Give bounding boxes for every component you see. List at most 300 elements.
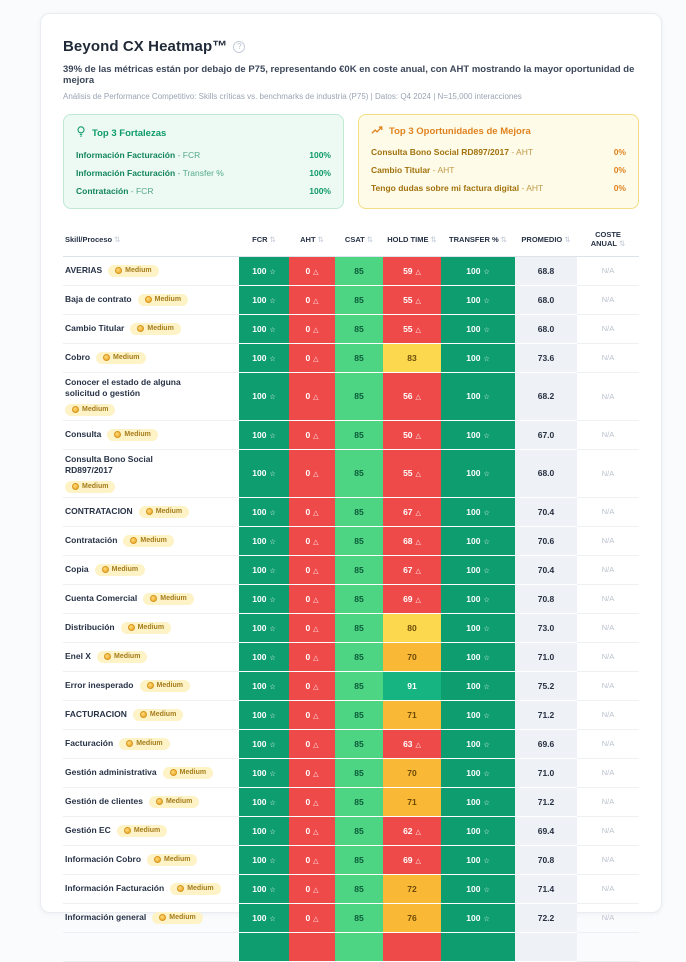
cell-value: 75.2: [537, 680, 555, 691]
warning-icon: △: [415, 828, 421, 836]
coste-anual-cell: N/A: [577, 314, 639, 343]
fcr-cell: [239, 874, 289, 903]
cell-value: 0: [305, 323, 311, 334]
cell-value: 0: [305, 564, 311, 575]
cell-value: 69.4: [537, 825, 555, 836]
cell-value: 56: [403, 391, 413, 402]
item-metric: - AHT: [511, 147, 534, 157]
table-row[interactable]: [63, 285, 639, 314]
skill-cell: [63, 903, 239, 932]
aht-cell: [289, 584, 335, 613]
fcr-cell: [239, 343, 289, 372]
hold-time-cell: [383, 903, 441, 932]
promedio-cell: [515, 613, 577, 642]
promedio-cell: [515, 372, 577, 420]
opportunities-item: [371, 183, 626, 193]
fcr-cell: [239, 526, 289, 555]
cell-value: 0: [305, 854, 311, 865]
star-icon: ☆: [483, 268, 490, 276]
aht-cell: [289, 758, 335, 787]
table-row[interactable]: [63, 845, 639, 874]
skill-name: Información Cobro: [65, 853, 142, 864]
priority-badge: [121, 622, 171, 634]
cell-value: 100: [252, 622, 267, 633]
hold-time-cell: [383, 845, 441, 874]
transfer-cell: [441, 314, 515, 343]
priority-badge: [65, 481, 115, 493]
fcr-cell: [239, 613, 289, 642]
cell-value: 100: [252, 468, 267, 479]
coste-anual-cell: N/A: [577, 497, 639, 526]
badge-label: Medium: [164, 856, 191, 864]
skill-name: Copia: [65, 563, 89, 574]
table-row[interactable]: [63, 816, 639, 845]
aht-cell: [289, 285, 335, 314]
cell-value: 100: [466, 391, 481, 402]
table-row[interactable]: [63, 700, 639, 729]
fcr-cell: [239, 642, 289, 671]
table-row[interactable]: [63, 758, 639, 787]
csat-cell: [335, 816, 383, 845]
cell-value: 72.2: [537, 912, 555, 923]
cell-value: 85: [354, 796, 364, 807]
strengths-item: [76, 168, 331, 178]
star-icon: ☆: [269, 915, 276, 923]
item-value: 0%: [613, 183, 626, 193]
cell-value: 67.0: [537, 429, 555, 440]
star-icon: ☆: [269, 394, 276, 402]
skill-name: Información general: [65, 911, 147, 922]
badge-label: Medium: [169, 914, 196, 922]
coste-anual-cell: N/A: [577, 903, 639, 932]
priority-badge: [149, 796, 199, 808]
cell-value: 100: [252, 294, 267, 305]
star-icon: ☆: [483, 915, 490, 923]
warning-icon: △: [313, 741, 319, 749]
table-row[interactable]: [63, 555, 639, 584]
skill-cell: [63, 555, 239, 584]
cell-value: 0: [305, 883, 311, 894]
hold-time-cell: [383, 256, 441, 285]
cell-value: 100: [252, 265, 267, 276]
cell-value: 85: [354, 825, 364, 836]
cell-value: 85: [354, 265, 364, 276]
promedio-cell: [515, 758, 577, 787]
promedio-cell: [515, 555, 577, 584]
table-row[interactable]: [63, 729, 639, 758]
sort-icon: ⇅: [500, 234, 507, 244]
cell-value: 100: [252, 391, 267, 402]
cell-value: 100: [252, 883, 267, 894]
csat-cell: [335, 874, 383, 903]
table-row[interactable]: [63, 449, 639, 497]
item-value: 100%: [309, 150, 331, 160]
star-icon: ☆: [269, 432, 276, 440]
hold-time-cell: [383, 700, 441, 729]
badge-label: Medium: [156, 682, 183, 690]
cell-value: 85: [354, 680, 364, 691]
table-row[interactable]: [63, 420, 639, 449]
cell-value: 100: [252, 767, 267, 778]
table-row[interactable]: [63, 642, 639, 671]
priority-badge: [97, 651, 147, 663]
skill-cell: [63, 613, 239, 642]
column-header-transfer[interactable]: TRANSFER % ⇅: [441, 223, 515, 256]
sort-icon: ⇅: [269, 234, 276, 244]
help-icon[interactable]: ?: [233, 41, 245, 53]
csat-cell: [335, 642, 383, 671]
medal-icon: [159, 914, 166, 921]
cell-value: 50: [403, 429, 413, 440]
column-header-skill[interactable]: Skill/Proceso ⇅: [63, 223, 239, 256]
star-icon: ☆: [269, 471, 276, 479]
strengths-item: [76, 186, 331, 196]
medal-icon: [170, 769, 177, 776]
skill-name: Gestión de clientes: [65, 795, 143, 806]
warning-icon: △: [313, 857, 319, 865]
star-icon: ☆: [269, 828, 276, 836]
badge-label: Medium: [111, 566, 139, 574]
table-body: [63, 256, 639, 961]
table-row-partial[interactable]: [63, 932, 639, 961]
cell-value: 85: [354, 352, 364, 363]
warning-icon: △: [415, 326, 421, 334]
star-icon: ☆: [269, 509, 276, 517]
medal-icon: [145, 296, 152, 303]
cell-value: 0: [305, 294, 311, 305]
medal-icon: [150, 595, 157, 602]
item-skill: Tengo dudas sobre mi factura digital: [371, 183, 520, 193]
coste-anual-cell: N/A: [577, 613, 639, 642]
medal-icon: [137, 325, 144, 332]
cell-value: 0: [305, 738, 311, 749]
strengths-panel: [63, 114, 344, 209]
medal-icon: [147, 682, 154, 689]
warning-icon: △: [415, 268, 421, 276]
cell-value: 85: [354, 468, 364, 479]
transfer-cell: [441, 497, 515, 526]
fcr-cell: [239, 700, 289, 729]
cell-value: 85: [354, 506, 364, 517]
coste-anual-cell: N/A: [577, 343, 639, 372]
cell-value: 100: [466, 912, 481, 923]
star-icon: ☆: [269, 268, 276, 276]
aht-cell: [289, 526, 335, 555]
priority-badge: [138, 294, 188, 306]
skill-name: Contratación: [65, 534, 118, 545]
warning-icon: △: [415, 509, 421, 517]
fcr-cell: [239, 903, 289, 932]
star-icon: ☆: [269, 297, 276, 305]
table-row[interactable]: [63, 613, 639, 642]
cell-value: 0: [305, 468, 311, 479]
aht-cell: [289, 816, 335, 845]
priority-badge: [133, 709, 183, 721]
aht-cell: [289, 874, 335, 903]
hold-time-cell: [383, 526, 441, 555]
skill-cell: [63, 285, 239, 314]
medal-icon: [104, 653, 111, 660]
star-icon: ☆: [483, 741, 490, 749]
aht-cell: [289, 314, 335, 343]
cell-value: 55: [403, 468, 413, 479]
badge-label: Medium: [147, 325, 174, 333]
warning-icon: △: [415, 394, 421, 402]
partial-cell: [441, 932, 515, 961]
cell-value: 83: [407, 352, 417, 363]
warning-icon: △: [313, 596, 319, 604]
priority-badge: [139, 506, 189, 518]
coste-anual-cell: N/A: [577, 555, 639, 584]
column-header-coste-anual[interactable]: COSTE ANUAL ⇅: [577, 223, 639, 256]
transfer-cell: [441, 555, 515, 584]
cell-value: 69.6: [537, 738, 555, 749]
cell-value: 0: [305, 680, 311, 691]
fcr-cell: [239, 497, 289, 526]
item-metric: - Transfer %: [177, 168, 224, 178]
skill-name: Error inesperado: [65, 679, 134, 690]
aht-cell: [289, 613, 335, 642]
cell-value: 68.8: [537, 265, 555, 276]
hold-time-cell: [383, 497, 441, 526]
promedio-cell: [515, 584, 577, 613]
cell-value: 67: [403, 564, 413, 575]
cell-value: 71: [407, 796, 417, 807]
coste-anual-cell: N/A: [577, 420, 639, 449]
warning-icon: △: [313, 326, 319, 334]
opportunities-title: Top 3 Oportunidades de Mejora: [389, 126, 531, 137]
star-icon: ☆: [269, 538, 276, 546]
badge-label: Medium: [82, 483, 109, 491]
skill-name: FACTURACION: [65, 708, 127, 719]
warning-icon: △: [313, 394, 319, 402]
csat-cell: [335, 613, 383, 642]
cell-value: 100: [466, 680, 481, 691]
partial-cell: [383, 932, 441, 961]
cell-value: 67: [403, 506, 413, 517]
cell-value: 100: [466, 767, 481, 778]
csat-cell: [335, 372, 383, 420]
cell-value: 70.6: [537, 535, 555, 546]
csat-cell: [335, 256, 383, 285]
opportunities-panel: [358, 114, 639, 209]
cell-value: 85: [354, 391, 364, 402]
table-row[interactable]: [63, 584, 639, 613]
cell-value: 76: [407, 912, 417, 923]
table-row[interactable]: [63, 372, 639, 420]
cell-value: 68.0: [537, 294, 555, 305]
cell-value: 70: [407, 767, 417, 778]
aht-cell: [289, 256, 335, 285]
item-skill: Cambio Titular: [371, 165, 431, 175]
hold-time-cell: [383, 343, 441, 372]
hold-time-cell: [383, 729, 441, 758]
table-row[interactable]: [63, 314, 639, 343]
priority-badge: [152, 912, 202, 924]
column-header-aht[interactable]: AHT ⇅: [289, 223, 335, 256]
column-header-hold-time[interactable]: HOLD TIME ⇅: [383, 223, 441, 256]
skill-cell: [63, 372, 239, 420]
warning-icon: △: [415, 471, 421, 479]
transfer-cell: [441, 613, 515, 642]
fcr-cell: [239, 845, 289, 874]
cell-value: 100: [252, 593, 267, 604]
cell-value: 85: [354, 912, 364, 923]
cell-value: 71.0: [537, 767, 555, 778]
cell-value: 70.8: [537, 593, 555, 604]
skill-cell: [63, 671, 239, 700]
hold-time-cell: [383, 584, 441, 613]
cell-value: 68.0: [537, 323, 555, 334]
transfer-cell: [441, 285, 515, 314]
table-row[interactable]: [63, 903, 639, 932]
coste-anual-cell: N/A: [577, 642, 639, 671]
fcr-cell: [239, 449, 289, 497]
star-icon: ☆: [483, 770, 490, 778]
warning-icon: △: [313, 471, 319, 479]
coste-anual-cell: N/A: [577, 758, 639, 787]
cell-value: 100: [466, 265, 481, 276]
cell-value: 70.4: [537, 506, 555, 517]
cell-value: 100: [466, 294, 481, 305]
cell-value: 0: [305, 912, 311, 923]
cell-value: 85: [354, 535, 364, 546]
cell-value: 100: [466, 352, 481, 363]
skill-cell: [63, 845, 239, 874]
table-row[interactable]: [63, 256, 639, 285]
priority-badge: [107, 429, 157, 441]
csat-cell: [335, 787, 383, 816]
fcr-cell: [239, 420, 289, 449]
hold-time-cell: [383, 285, 441, 314]
cell-value: 0: [305, 767, 311, 778]
skill-name: Distribución: [65, 621, 115, 632]
priority-badge: [119, 738, 169, 750]
badge-label: Medium: [154, 296, 182, 304]
transfer-cell: [441, 256, 515, 285]
priority-badge: [130, 323, 180, 335]
cell-value: 100: [252, 506, 267, 517]
cell-value: 85: [354, 323, 364, 334]
csat-cell: [335, 758, 383, 787]
star-icon: ☆: [269, 654, 276, 662]
skill-name: AVERIAS: [65, 265, 103, 276]
cell-value: 100: [252, 323, 267, 334]
transfer-cell: [441, 642, 515, 671]
coste-anual-cell: N/A: [577, 671, 639, 700]
aht-cell: [289, 420, 335, 449]
medal-icon: [102, 566, 109, 573]
cell-value: 72: [407, 883, 417, 894]
star-icon: ☆: [483, 828, 490, 836]
hold-time-cell: [383, 758, 441, 787]
star-icon: ☆: [269, 886, 276, 894]
table-row[interactable]: [63, 787, 639, 816]
star-icon: ☆: [483, 857, 490, 865]
warning-icon: △: [313, 268, 319, 276]
csat-cell: [335, 903, 383, 932]
transfer-cell: [441, 845, 515, 874]
badge-label: Medium: [125, 267, 152, 275]
warning-icon: △: [313, 297, 319, 305]
table-row[interactable]: [63, 343, 639, 372]
summary-text: 39% de las métricas están por debajo de P75, representando €0K en coste anual, con AHT mostrando la mayor oportunidad de mejora: [63, 64, 635, 86]
fcr-cell: [239, 787, 289, 816]
badge-label: Medium: [124, 431, 151, 439]
cell-value: 100: [466, 535, 481, 546]
warning-icon: △: [313, 886, 319, 894]
column-header-promedio[interactable]: PROMEDIO ⇅: [515, 223, 577, 256]
badge-label: Medium: [136, 740, 163, 748]
promedio-cell: [515, 256, 577, 285]
transfer-cell: [441, 526, 515, 555]
lightbulb-icon: [76, 125, 86, 141]
csat-cell: [335, 584, 383, 613]
skill-name: Consulta Bono Social RD897/2017: [65, 453, 153, 476]
priority-badge: [163, 767, 213, 779]
cell-value: 0: [305, 709, 311, 720]
table-row[interactable]: [63, 526, 639, 555]
hold-time-cell: [383, 449, 441, 497]
cell-value: 69: [403, 854, 413, 865]
csat-cell: [335, 845, 383, 874]
csat-cell: [335, 285, 383, 314]
cell-value: 85: [354, 651, 364, 662]
cell-value: 85: [354, 429, 364, 440]
coste-anual-cell: N/A: [577, 449, 639, 497]
priority-badge: [96, 352, 146, 364]
priority-badge: [147, 854, 197, 866]
aht-cell: [289, 497, 335, 526]
transfer-cell: [441, 372, 515, 420]
cell-value: 85: [354, 709, 364, 720]
skill-name: Gestión EC: [65, 824, 111, 835]
star-icon: ☆: [483, 886, 490, 894]
table-row[interactable]: [63, 671, 639, 700]
star-icon: ☆: [483, 567, 490, 575]
cell-value: 100: [466, 883, 481, 894]
skill-name: Consulta: [65, 428, 102, 439]
cell-value: 85: [354, 854, 364, 865]
warning-icon: △: [415, 567, 421, 575]
star-icon: ☆: [483, 538, 490, 546]
medal-icon: [124, 827, 131, 834]
item-metric: - AHT: [521, 183, 544, 193]
warning-icon: △: [415, 297, 421, 305]
cell-value: 100: [466, 506, 481, 517]
item-metric: - FCR: [130, 186, 154, 196]
table-row[interactable]: [63, 497, 639, 526]
table-row[interactable]: [63, 874, 639, 903]
skill-name: Cobro: [65, 352, 91, 363]
opportunities-item: [371, 165, 626, 175]
column-header-csat[interactable]: CSAT ⇅: [335, 223, 383, 256]
badge-label: Medium: [137, 624, 165, 632]
warning-icon: △: [313, 509, 319, 517]
promedio-cell: [515, 497, 577, 526]
hold-time-cell: [383, 555, 441, 584]
cell-value: 85: [354, 294, 364, 305]
star-icon: ☆: [269, 857, 276, 865]
medal-icon: [130, 537, 137, 544]
hold-time-cell: [383, 420, 441, 449]
promedio-cell: [515, 343, 577, 372]
star-icon: ☆: [269, 799, 276, 807]
warning-icon: △: [313, 567, 319, 575]
column-header-fcr[interactable]: FCR ⇅: [239, 223, 289, 256]
cell-value: 0: [305, 825, 311, 836]
warning-icon: △: [415, 432, 421, 440]
